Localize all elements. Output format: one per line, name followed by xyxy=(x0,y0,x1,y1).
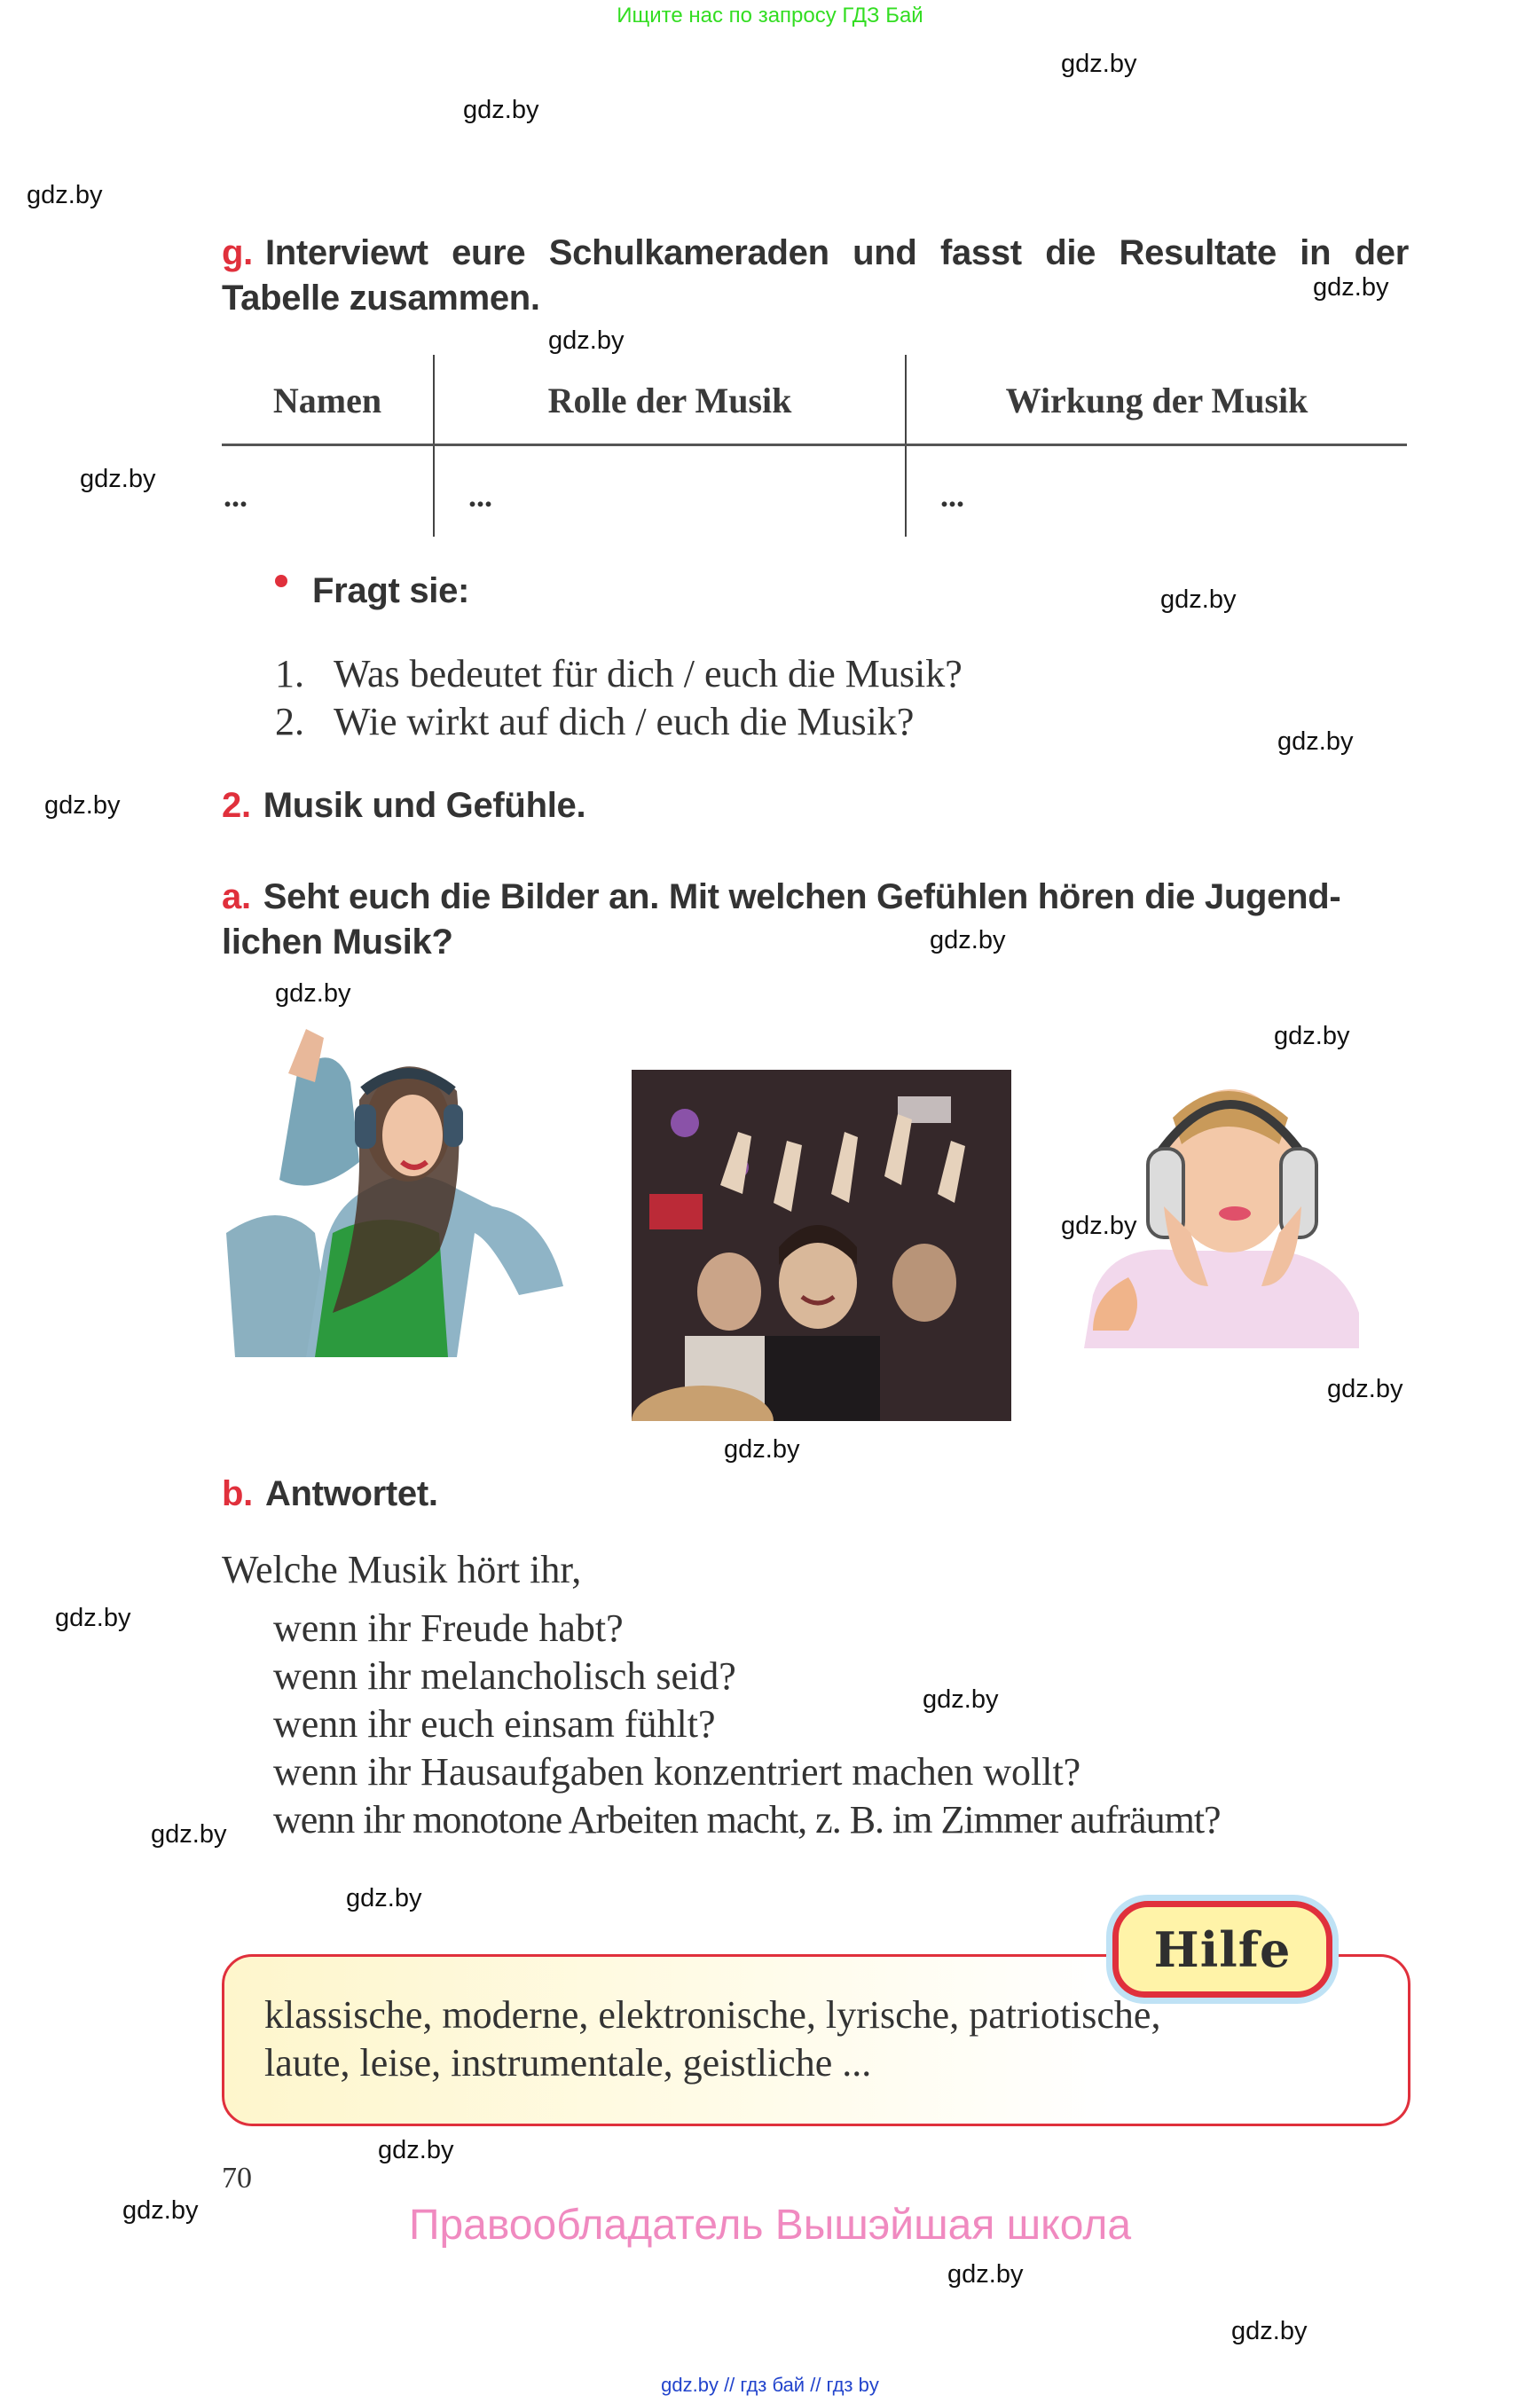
watermark: gdz.by xyxy=(378,2136,454,2164)
watermark: gdz.by xyxy=(1160,585,1237,614)
watermark: gdz.by xyxy=(923,1685,999,1714)
copyright-notice: Правообладатель Вышэйшая школа xyxy=(408,2202,1132,2249)
task-a-instruction: a. Seht euch die Bilder an. Mit welchen Gefühlen hören die Jugend- lichen Musik? xyxy=(222,877,1341,962)
exercise-2-heading: 2. Musik und Gefühle. xyxy=(222,786,586,825)
watermark: gdz.by xyxy=(930,926,1006,954)
task-letter: g. xyxy=(222,233,253,272)
hilfe-line: klassische, moderne, elektronische, lyrische, patriotische, xyxy=(264,1993,1161,2037)
girl-listening-headphones-photo xyxy=(1075,1064,1368,1348)
watermark: gdz.by xyxy=(463,96,539,124)
page-number: 70 xyxy=(222,2162,252,2195)
watermark: gdz.by xyxy=(724,1435,800,1464)
bullet-icon xyxy=(275,575,287,587)
watermark: gdz.by xyxy=(1327,1375,1403,1403)
question-line: wenn ihr Hausaufgaben konzentriert machen wollt? xyxy=(273,1750,1081,1794)
table-header-rolle: Rolle der Musik xyxy=(547,381,792,420)
table-cell: ... xyxy=(940,478,964,514)
concert-crowd-photo xyxy=(632,1070,1011,1421)
watermark: gdz.by xyxy=(346,1884,422,1912)
watermark: gdz.by xyxy=(151,1820,227,1849)
watermark: gdz.by xyxy=(548,326,625,355)
table-header-wirkung: Wirkung der Musik xyxy=(1005,381,1308,420)
table-cell: ... xyxy=(224,478,248,514)
header-divider xyxy=(222,444,1407,446)
hilfe-line: laute, leise, instrumentale, geistliche ... xyxy=(264,2041,872,2085)
question-line: wenn ihr monotone Arbeiten macht, z. B. im Zimmer aufräumt? xyxy=(273,1798,1221,1842)
watermark: gdz.by xyxy=(1061,1212,1137,1240)
question-item: 1. Was bedeutet für dich / euch die Musik? xyxy=(275,652,962,695)
watermark: gdz.by xyxy=(1061,50,1137,78)
watermark: gdz.by xyxy=(947,2260,1024,2289)
watermark: gdz.by xyxy=(122,2196,199,2225)
watermark: gdz.by xyxy=(80,465,156,493)
hilfe-badge: Hilfe xyxy=(1112,1901,1332,1998)
watermark: gdz.by xyxy=(1277,727,1354,756)
table-header-namen: Namen xyxy=(272,381,382,420)
watermark: gdz.by xyxy=(55,1604,131,1632)
watermark: gdz.by xyxy=(1274,1022,1350,1050)
task-b-intro: Welche Musik hört ihr, xyxy=(222,1548,582,1591)
task-g-instruction: g. Interviewt eure Schulkameraden und fasst die Resultate in der Tabelle zusammen. xyxy=(222,233,1409,318)
fragt-label: Fragt sie: xyxy=(312,571,470,610)
girl-dancing-headphones-photo xyxy=(226,1020,599,1357)
watermark: gdz.by xyxy=(1231,2317,1308,2345)
question-line: wenn ihr euch einsam fühlt? xyxy=(273,1702,716,1746)
watermark: gdz.by xyxy=(44,791,121,820)
question-line: wenn ihr Freude habt? xyxy=(273,1606,624,1650)
watermark: gdz.by xyxy=(1313,273,1389,302)
watermark: gdz.by xyxy=(27,181,103,209)
watermark: gdz.by xyxy=(275,979,351,1008)
table-cell: ... xyxy=(468,478,492,514)
task-b-heading: b. Antwortet. xyxy=(222,1474,438,1513)
question-item: 2. Wie wirkt auf dich / euch die Musik? xyxy=(275,700,915,743)
footer-links[interactable]: gdz.by // гдз бай // гдз by xyxy=(661,2374,879,2396)
top-banner: Ищите нас по запросу ГДЗ Бай xyxy=(617,4,923,27)
results-table xyxy=(222,355,1407,537)
question-line: wenn ihr melancholisch seid? xyxy=(273,1654,736,1698)
